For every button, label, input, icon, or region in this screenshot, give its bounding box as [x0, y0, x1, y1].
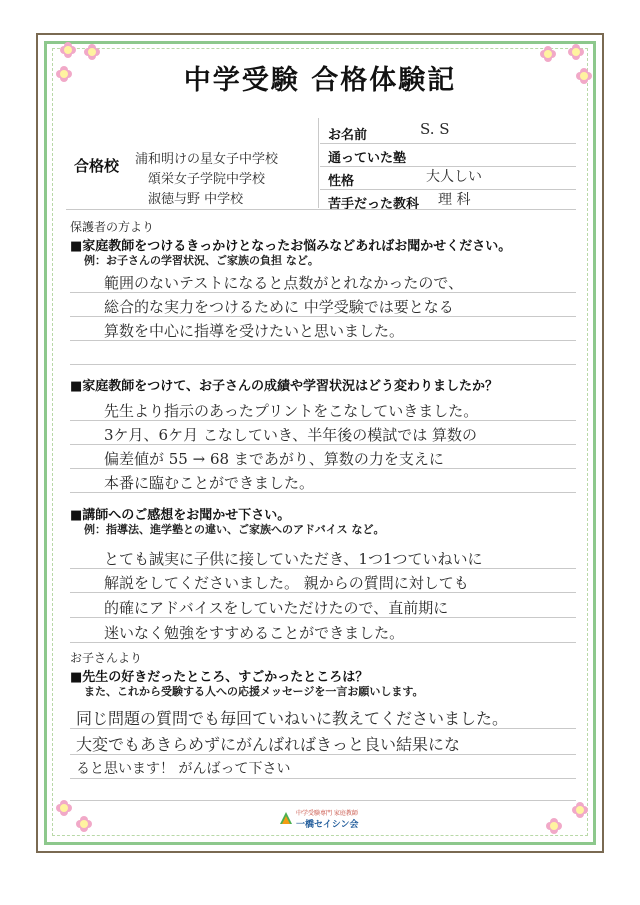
flower-icon [60, 42, 76, 58]
q2-answer-2: 3ケ月、6ケ月 こなしていき、半年後の模試では 算数の [104, 426, 478, 444]
q3-title: ■講師へのご感想をお聞かせ下さい。 [70, 508, 291, 523]
rule [70, 592, 576, 593]
q4-title: ■先生の好きだったところ、すごかったところは？ [70, 670, 369, 685]
logo-name: 一橋セイシン会 [296, 820, 359, 830]
q1-title: ■家庭教師をつけるきっかけとなったお悩みなどあればお聞かせください。 [70, 239, 512, 254]
q1-answer-2: 総合的な実力をつけるために 中学受験では要となる [104, 298, 454, 316]
q4-answer-1: 同じ問題の質問でも毎回ていねいに教えてくださいました。 [76, 709, 509, 728]
flower-icon [56, 800, 72, 816]
school-2: 頌栄女子学院中学校 [148, 172, 266, 187]
rule [320, 143, 576, 144]
info-divider [318, 118, 319, 208]
flower-icon [76, 816, 92, 832]
guardian-header: 保護者の方より [70, 220, 155, 234]
q4-example: また、これから受験する人への応援メッセージを一言お願いします。 [84, 685, 424, 698]
q2-title: ■家庭教師をつけて、お子さんの成績や学習状況はどう変わりましたか？ [70, 379, 499, 394]
personality-label: 性格 [328, 174, 355, 189]
page-title: 中学受験 合格体験記 [183, 65, 457, 96]
rule [70, 492, 576, 493]
q2-answer-3: 偏差値が 55 → 68 まであがり、算数の力を支えに [104, 450, 444, 468]
rule [66, 209, 576, 210]
rule [70, 642, 576, 643]
logo-mark-icon [280, 812, 292, 824]
rule [70, 340, 576, 341]
rule [70, 316, 576, 317]
flower-icon [572, 802, 588, 818]
name-value: S. S [420, 120, 450, 138]
logo-tagline: 中学受験専門 家庭教師 [296, 810, 358, 817]
rule [70, 568, 576, 569]
flower-icon [546, 818, 562, 834]
q2-answer-4: 本番に臨むことができました。 [104, 474, 315, 492]
q1-answer-3: 算数を中心に指導を受けたいと思いました。 [104, 322, 405, 340]
q4-answer-2: 大変でもあきらめずにがんばればきっと良い結果にな [76, 735, 461, 754]
school-3: 淑徳与野 中学校 [148, 192, 244, 207]
rule [70, 728, 576, 729]
rule [70, 444, 576, 445]
q3-answer-1: とても誠実に子供に接していただき、1つ1つていねいに [104, 550, 483, 568]
personality-value: 大人しい [426, 169, 482, 185]
weak-subject-label: 苦手だった教科 [328, 197, 420, 212]
q3-answer-4: 迷いなく勉強をすすめることができました。 [104, 624, 405, 642]
rule [70, 754, 576, 755]
rule [70, 468, 576, 469]
rule [70, 778, 576, 779]
rule [70, 617, 576, 618]
q3-answer-3: 的確にアドバイスをしていただけたので、直前期に [104, 599, 449, 617]
q1-answer-1: 範囲のないテストになると点数がとれなかったので、 [104, 274, 464, 292]
q1-example: 例：お子さんの学習状況、ご家族の負担 など。 [84, 254, 319, 267]
rule [70, 364, 576, 365]
rule [70, 800, 576, 801]
name-label: お名前 [328, 128, 368, 143]
q3-answer-2: 解説をしてくださいました。 親からの質問に対しても [104, 574, 469, 592]
rule [70, 292, 576, 293]
passed-school-label: 合格校 [74, 157, 120, 175]
cram-school-label: 通っていた塾 [328, 151, 407, 166]
q4-answer-3: ると思います！ がんばって下さい [76, 761, 291, 777]
school-1: 浦和明けの星女子中学校 [135, 152, 279, 167]
rule [70, 420, 576, 421]
q2-answer-1: 先生より指示のあったプリントをこなしていきました。 [104, 402, 479, 420]
child-header: お子さんより [70, 651, 143, 665]
logo [280, 808, 380, 834]
q3-example: 例：指導法、進学塾との違い、ご家族へのアドバイス など。 [84, 523, 385, 536]
weak-subject-value: 理 科 [438, 192, 471, 208]
